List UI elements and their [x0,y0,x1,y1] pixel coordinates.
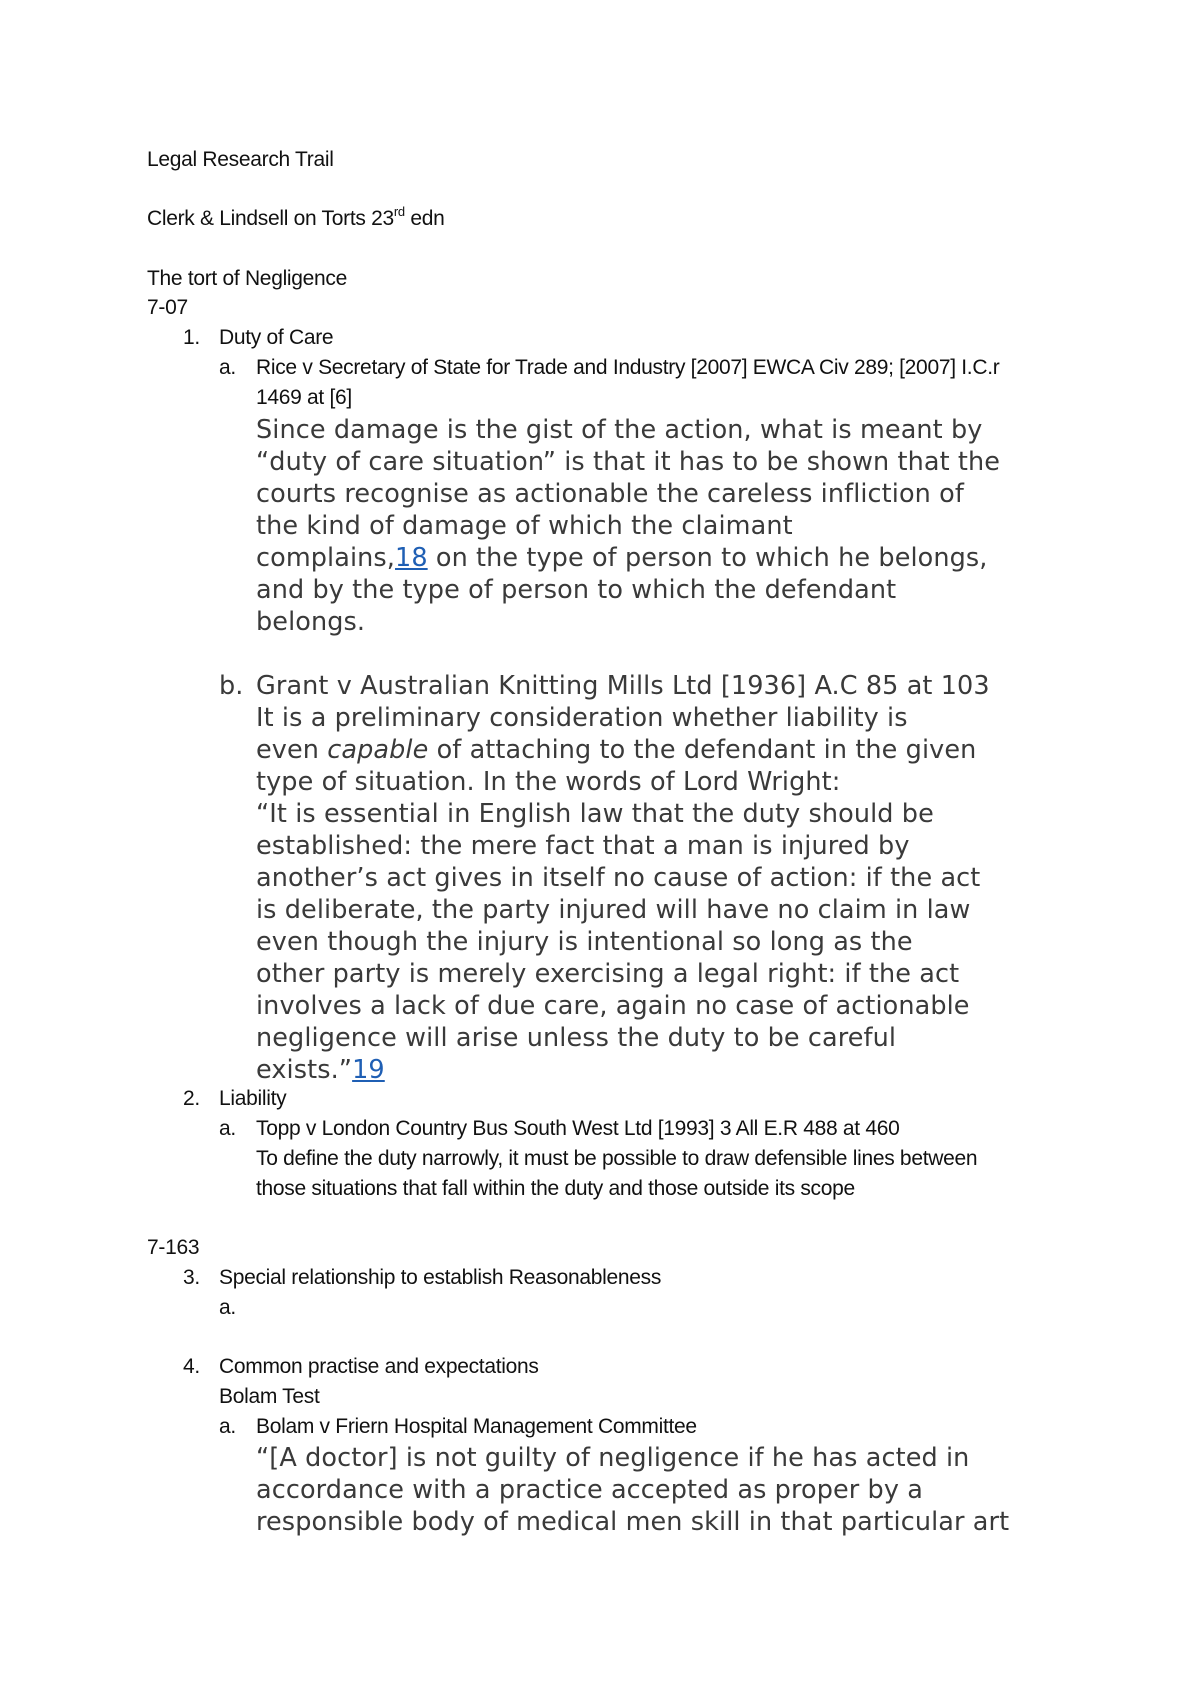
source-prefix: Clerk & Lindsell on Torts 23 [147,207,394,230]
source-suffix: edn [404,207,445,230]
quote-line: another’s act gives in itself no cause of action: if the act [256,863,981,893]
item-2a-letter: a. [219,1117,236,1140]
item-1-number: 1. [183,326,200,349]
quote-line: “It is essential in English law that the duty should be [256,799,934,829]
item-3-number: 3. [183,1266,200,1289]
item-2a-citation: Topp v London Country Bus South West Ltd [1993] 3 All E.R 488 at 460 [256,1117,900,1140]
item-3-label: Special relationship to establish Reasonableness [219,1266,662,1289]
item-1a-citation-line-1: Rice v Secretary of State for Trade and Industry [2007] EWCA Civ 289; [2007] I.C.r [256,356,1000,379]
item-1b-line-1: It is a preliminary consideration whether liability is [256,703,908,733]
quote-line: accordance with a practice accepted as proper by a [256,1475,923,1505]
item-1-label: Duty of Care [219,326,334,349]
item-2a-text-line-2: those situations that fall within the duty and those outside its scope [256,1177,855,1200]
item-1b-content [256,670,1096,1086]
item-1b-citation: Grant v Australian Knitting Mills Ltd [1936] A.C 85 at 103 [256,671,990,701]
source-reference [147,204,445,231]
item-1b-letter: b. [219,671,244,701]
item-4-subheading: Bolam Test [219,1385,320,1408]
item-1a-citation-line-2: 1469 at [6] [256,386,352,409]
item-4-number: 4. [183,1355,200,1378]
quote-post: on the type of person to which he belongs, [427,543,988,573]
item-1b-line-3: type of situation. In the words of Lord Wright: [256,767,841,797]
quote-pre: complains, [256,543,395,573]
quote-line: negligence will arise unless the duty to be careful [256,1023,897,1053]
item-2-label: Liability [219,1087,287,1110]
item-4a-quote [256,1442,1096,1538]
paragraph-ref-1: 7-07 [147,296,188,319]
quote-line: even though the injury is intentional so long as the [256,927,913,957]
emphasis-capable: capable [327,735,429,765]
document-title: Legal Research Trail [147,148,334,171]
quote-line: courts recognise as actionable the careless infliction of [256,479,964,509]
quote-line-with-footnote [256,542,1096,574]
source-superscript: rd [393,204,405,219]
quote-line: involves a lack of due care, again no case of actionable [256,991,970,1021]
quote-line: “duty of care situation” is that it has to be shown that the [256,447,1001,477]
item-1a-quote [256,414,1096,638]
item-1a-letter: a. [219,356,236,379]
quote-line: the kind of damage of which the claimant [256,511,793,541]
quote-line-with-footnote [256,1054,1096,1086]
item-2a-text-line-1: To define the duty narrowly, it must be possible to draw defensible lines between [256,1147,978,1170]
last-pre: exists.” [256,1055,353,1085]
line2-post: of attaching to the defendant in the given [428,735,977,765]
quote-line: other party is merely exercising a legal right: if the act [256,959,960,989]
paragraph-ref-2: 7-163 [147,1236,200,1259]
item-3a-letter: a. [219,1296,236,1319]
quote-line: responsible body of medical men skill in that particular art [256,1507,1010,1537]
item-4a-letter: a. [219,1415,236,1438]
item-4a-citation: Bolam v Friern Hospital Management Committee [256,1415,697,1438]
footnote-link-19[interactable]: 19 [352,1055,385,1085]
topic-heading: The tort of Negligence [147,267,348,290]
footnote-link-18[interactable]: 18 [395,543,428,573]
quote-line: belongs. [256,607,366,637]
quote-line: and by the type of person to which the defendant [256,575,897,605]
line2-pre: even [256,735,328,765]
quote-line: “[A doctor] is not guilty of negligence if he has acted in [256,1443,970,1473]
quote-line: is deliberate, the party injured will have no claim in law [256,895,971,925]
quote-line: established: the mere fact that a man is injured by [256,831,910,861]
item-2-number: 2. [183,1087,200,1110]
quote-line: Since damage is the gist of the action, what is meant by [256,415,983,445]
item-1b-line-2 [256,734,1096,766]
item-4-label: Common practise and expectations [219,1355,539,1378]
